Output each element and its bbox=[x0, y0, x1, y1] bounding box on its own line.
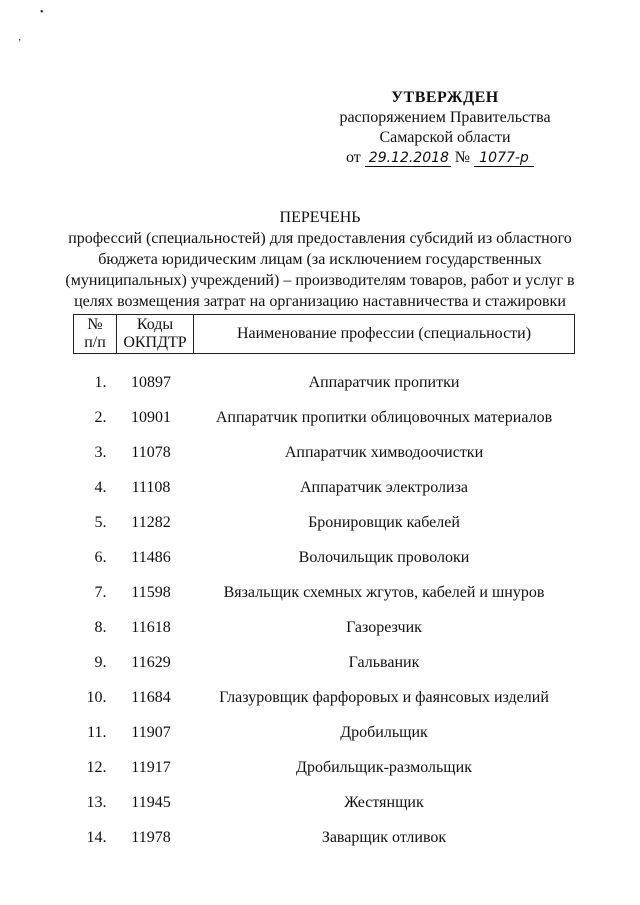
handwritten-number: 1077-р bbox=[474, 150, 534, 167]
table-row bbox=[74, 540, 575, 575]
row-number: 10. bbox=[86, 688, 107, 706]
title-line-1: профессий (специальностей) для предоставления субсидий из областного bbox=[68, 230, 572, 247]
title-line-2: бюджета юридическим лицам (за исключением государственных bbox=[98, 251, 542, 268]
row-code: 11486 bbox=[131, 548, 171, 566]
header-number: № п/п bbox=[74, 315, 117, 354]
table-row bbox=[74, 715, 575, 750]
row-number: 8. bbox=[94, 618, 107, 636]
professions-table bbox=[73, 314, 575, 855]
row-code: 11282 bbox=[131, 513, 171, 531]
row-profession-name: Газорезчик bbox=[346, 618, 422, 636]
title-line-4: целях возмещения затрат на организацию наставничества и стажировки bbox=[74, 293, 566, 310]
row-code: 11907 bbox=[131, 723, 171, 741]
row-code: 11598 bbox=[131, 583, 171, 601]
approval-line-1: распоряжением Правительства bbox=[339, 109, 551, 126]
row-code: 11618 bbox=[131, 618, 171, 636]
approved-heading: УТВЕРЖДЕН bbox=[391, 89, 499, 106]
row-number: 1. bbox=[94, 373, 107, 391]
row-number: 9. bbox=[94, 653, 107, 671]
document-title-block bbox=[60, 207, 580, 312]
document-title: ПЕРЕЧЕНЬ bbox=[279, 209, 361, 226]
table-body bbox=[74, 354, 575, 856]
table-row bbox=[74, 610, 575, 645]
row-profession-name: Бронировщик кабелей bbox=[308, 513, 460, 531]
row-code: 11108 bbox=[131, 478, 171, 496]
row-code: 11945 bbox=[131, 793, 171, 811]
row-profession-name: Аппаратчик пропитки bbox=[308, 373, 460, 391]
approval-line-2: Самарской области bbox=[379, 129, 511, 146]
handwritten-date: 29.12.2018 bbox=[365, 150, 451, 167]
date-prefix: от bbox=[346, 149, 361, 166]
number-sign: № bbox=[454, 149, 471, 166]
row-profession-name: Вязальщик схемных жгутов, кабелей и шнуров bbox=[223, 583, 545, 601]
table-row bbox=[74, 575, 575, 610]
table-row bbox=[74, 470, 575, 505]
table-header-row bbox=[74, 315, 575, 354]
row-code: 11978 bbox=[131, 828, 171, 846]
table-row bbox=[74, 435, 575, 470]
table-row bbox=[74, 505, 575, 540]
row-number: 4. bbox=[94, 478, 107, 496]
header-profession-name: Наименование профессии (специальности) bbox=[194, 315, 575, 354]
row-number: 5. bbox=[94, 513, 107, 531]
row-profession-name: Аппаратчик химводоочистки bbox=[284, 443, 484, 461]
row-profession-name: Глазуровщик фарфоровых и фаянсовых изделий bbox=[219, 688, 549, 706]
row-profession-name: Дробильщик bbox=[340, 723, 428, 741]
scan-speck: ‚ bbox=[18, 32, 22, 43]
title-line-3: (муниципальных) учреждений) – производителям товаров, работ и услуг в bbox=[65, 272, 575, 289]
table-row bbox=[74, 354, 575, 401]
row-code: 11078 bbox=[131, 443, 171, 461]
row-profession-name: Заварщик отливок bbox=[321, 828, 447, 846]
approval-date-line bbox=[330, 148, 560, 168]
row-number: 2. bbox=[94, 408, 107, 426]
row-number: 13. bbox=[86, 793, 107, 811]
row-number: 3. bbox=[94, 443, 107, 461]
table-row bbox=[74, 400, 575, 435]
row-number: 12. bbox=[86, 758, 107, 776]
table-row bbox=[74, 785, 575, 820]
row-code: 11684 bbox=[131, 688, 171, 706]
row-number: 7. bbox=[94, 583, 107, 601]
row-number: 14. bbox=[86, 828, 107, 846]
scan-speck: • bbox=[40, 7, 44, 18]
row-code: 10901 bbox=[131, 408, 171, 426]
row-profession-name: Аппаратчик электролиза bbox=[299, 478, 468, 496]
row-code: 11917 bbox=[131, 758, 171, 776]
approval-block bbox=[330, 88, 560, 168]
row-profession-name: Гальваник bbox=[348, 653, 420, 671]
row-number: 11. bbox=[87, 723, 107, 741]
row-profession-name: Аппаратчик пропитки облицовочных материалов bbox=[215, 408, 553, 426]
row-number: 6. bbox=[94, 548, 107, 566]
table-row bbox=[74, 750, 575, 785]
row-code: 11629 bbox=[131, 653, 171, 671]
row-profession-name: Волочильщик проволоки bbox=[298, 548, 470, 566]
table-row bbox=[74, 680, 575, 715]
table-row bbox=[74, 820, 575, 855]
table-row bbox=[74, 645, 575, 680]
header-code: Коды ОКПДТР bbox=[117, 315, 194, 354]
row-profession-name: Дробильщик-размольщик bbox=[296, 758, 472, 776]
row-code: 10897 bbox=[131, 373, 171, 391]
row-profession-name: Жестянщик bbox=[344, 793, 424, 811]
